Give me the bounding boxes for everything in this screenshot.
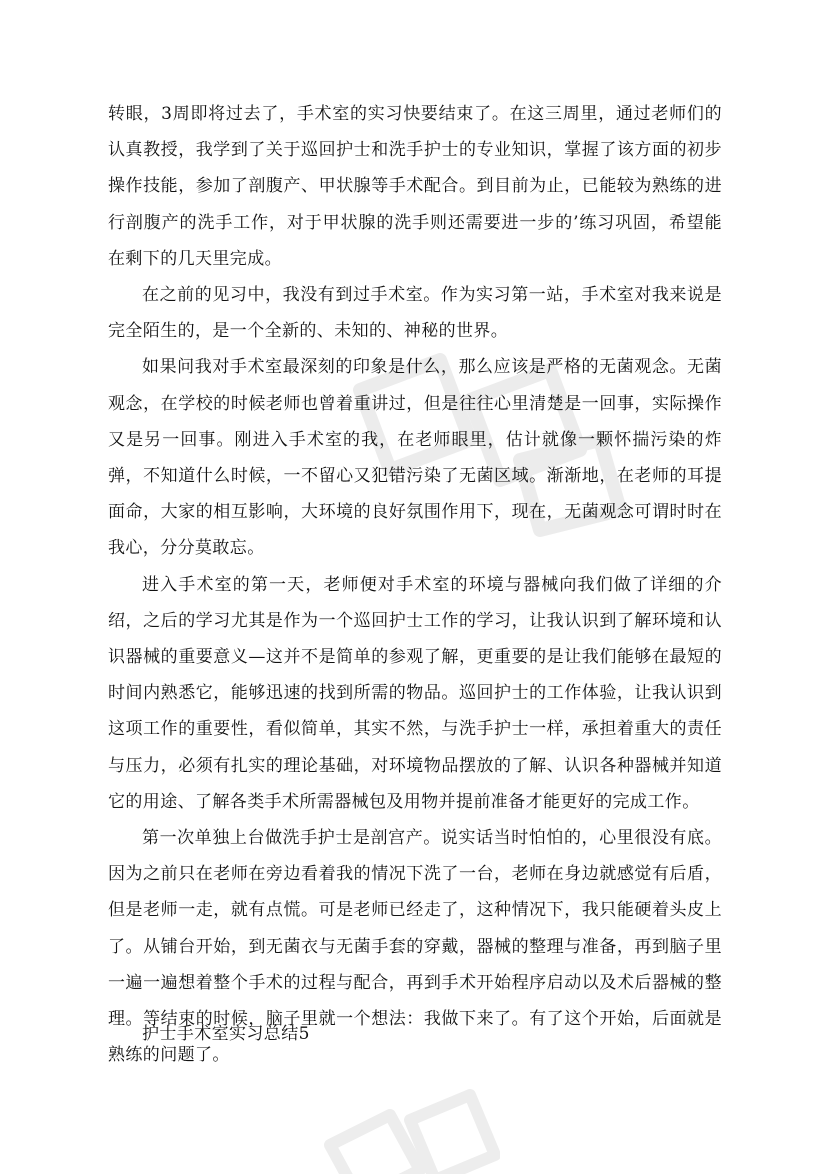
paragraph: 进入手术室的第一天，老师便对手术室的环境与器械向我们做了详细的介绍，之后的学习尤其是作为一个巡回护士工作的学习，让我认识到了解环境和认识器械的重要意义—这并不是简单的参观了解，更重要的是让我们能够在最短的时间内熟悉它，能够迅速的找到所需的物品。巡回护士的工作体验，让我认识到这项工作的重要性，看似简单，其实不然，与洗手护士一样，承担着重大的责任与压力，必须有扎实的理论基础，对环境物品摆放的了解、认识各种器械并知道它的用途、了解各类手术所需器械包及用物并提前准备才能更好的完成工作。	[108, 574, 722, 812]
section-title: 护士手术室实习总结5	[142, 1024, 310, 1044]
watermark-logo-bottom	[300, 1075, 500, 1174]
paragraph: 在之前的见习中，我没有到过手术室。作为实习第一站，手术室对我来说是完全陌生的，是一个全新的、未知的、神秘的世界。	[108, 285, 722, 342]
paragraph: 如果问我对手术室最深刻的印象是什么，那么应该是严格的无菌观念。无菌观念，在学校的时候老师也曾着重讲过，但是往往心里清楚是一回事，实际操作又是另一回事。刚进入手术室的我，在老师眼里，估计就像一颗怀揣污染的炸弹，不知道什么时候，一不留心又犯错污染了无菌区域。渐渐地，在老师的耳提面命，大家的相互影响，大环境的良好氛围作用下，现在，无菌观念可谓时时在我心，分分莫敢忘。	[108, 357, 722, 559]
paragraph: 第一次单独上台做洗手护士是剖宫产。说实话当时怕怕的，心里很没有底。因为之前只在老师在旁边看着我的情况下洗了一台，老师在身边就感觉有后盾，但是老师一走，就有点慌。可是老师已经走了，这种情况下，我只能硬着头皮上了。从铺台开始，到无菌衣与无菌手套的穿戴，器械的整理与准备，再到脑子里一遍一遍想着整个手术的过程与配合，再到手术开始程序启动以及术后器械的整理。等结束的时候，脑子里就一个想法：我做下来了。有了这个开始，后面就是熟练的问题了。	[108, 828, 722, 1066]
paragraph: 转眼，3周即将过去了，手术室的实习快要结束了。在这三周里，通过老师们的认真教授，我学到了关于巡回护士和洗手护士的专业知识，掌握了该方面的初步操作技能，参加了剖腹产、甲状腺等手术配合。到目前为止，已能较为熟练的进行剖腹产的洗手工作，对于甲状腺的洗手则还需要进一步的’练习巩固，希望能在剩下的几天里完成。	[108, 104, 722, 269]
document-body	[108, 96, 722, 1073]
